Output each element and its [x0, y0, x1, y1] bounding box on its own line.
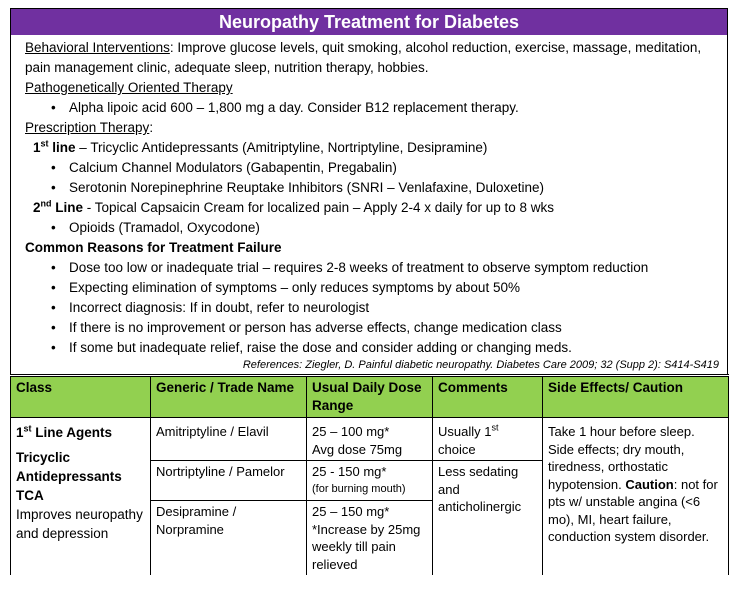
- failure-item: • Expecting elimination of symptoms – only reduces symptoms by about 50%: [25, 278, 721, 298]
- behavioral-interventions: [25, 38, 721, 78]
- header-side-effects: Side Effects/ Caution: [543, 376, 729, 418]
- failure-item: • If some but inadequate relief, raise the dose and consider adding or changing meds.: [25, 338, 721, 358]
- comment-text-end: choice: [438, 441, 476, 457]
- behavioral-label: Behavioral Interventions: [25, 40, 170, 55]
- class-cell: [11, 418, 151, 576]
- side-effects-text: Take 1 hour before sleep. Side effects; dry mouth, tiredness, orthostatic hypotension.: [548, 424, 695, 492]
- first-line-sup: st: [40, 138, 49, 149]
- dose-value: 25 – 100 mg*: [312, 424, 390, 439]
- second-line-word: Line: [51, 200, 84, 215]
- prescription-heading: [25, 118, 721, 138]
- generic-cell: Nortriptyline / Pamelor: [151, 461, 307, 501]
- first-line-label: [33, 140, 76, 155]
- pathogenetic-item: • Alpha lipoic acid 600 – 1,800 mg a day. Consider B12 replacement therapy.: [25, 98, 721, 118]
- failure-item: • Incorrect diagnosis: If in doubt, refer to neurologist: [25, 298, 721, 318]
- pathogenetic-label: Pathogenetically Oriented Therapy: [25, 80, 233, 95]
- first-line-num: 1: [33, 140, 41, 155]
- second-line-label: [33, 200, 83, 215]
- second-line-sup: nd: [40, 198, 52, 209]
- agents-label: [16, 424, 145, 442]
- agents-num: 1: [16, 425, 24, 440]
- table-header-row: [11, 376, 729, 418]
- comments-cell: Less sedating and anticholinergic: [433, 461, 543, 576]
- page-title: Neuropathy Treatment for Diabetes: [10, 8, 728, 35]
- class-description: Improves neuropathy and depression: [16, 506, 143, 541]
- header-usual-daily-dose: Usual Daily Dose Range: [307, 376, 433, 418]
- comments-cell: [433, 418, 543, 461]
- second-line-num: 2: [33, 200, 41, 215]
- second-line-item: • Opioids (Tramadol, Oxycodone): [25, 218, 721, 238]
- header-comments: Comments: [433, 376, 543, 418]
- dose-cell: [307, 418, 433, 461]
- treatment-guide: [10, 35, 728, 374]
- first-line-word: line: [48, 140, 76, 155]
- document-page: [10, 8, 728, 575]
- second-line-therapy: [25, 198, 721, 218]
- dose-cell: [307, 461, 433, 501]
- prescription-label: Prescription Therapy: [25, 120, 150, 135]
- caution-label: Caution: [625, 476, 674, 492]
- dose-cell: [307, 501, 433, 576]
- comment-text: Usually 1: [438, 424, 492, 439]
- failure-heading: Common Reasons for Treatment Failure: [25, 240, 282, 255]
- first-line-item: • Calcium Channel Modulators (Gabapentin, Pregabalin): [25, 158, 721, 178]
- medication-table: [10, 374, 729, 575]
- reference-citation: References: Ziegler, D. Painful diabetic neuropathy. Diabetes Care 2009; 32 (Supp 2): S414-S419: [242, 359, 719, 371]
- dose-value: 25 - 150 mg*: [312, 464, 387, 479]
- comment-sup: st: [491, 422, 499, 433]
- prescription-colon: :: [149, 120, 154, 135]
- header-generic-trade-name: Generic / Trade Name: [151, 376, 307, 418]
- failure-item: • Dose too low or inadequate trial – requires 2-8 weeks of treatment to observe symptom reduction: [25, 258, 721, 278]
- failure-item: • If there is no improvement or person has adverse effects, change medication class: [25, 318, 721, 338]
- class-name: Tricyclic Antidepressants TCA: [16, 449, 122, 503]
- side-effects-cell: [543, 418, 729, 576]
- behavioral-text: : Improve glucose levels, quit smoking, alcohol reduction, exercise, massage, meditation, pain management clinic, adequate sleep, nutrition therapy, hobbies.: [25, 40, 702, 75]
- dose-note: (for burning mouth): [312, 482, 406, 495]
- dose-note: Avg dose 75mg: [312, 441, 403, 457]
- dose-note: *Increase by 25mg weekly till pain relieved: [312, 521, 421, 572]
- second-line-text: - Topical Capsaicin Cream for localized pain – Apply 2-4 x daily for up to 8 wks: [83, 200, 555, 215]
- first-line-item: • Serotonin Norepinephrine Reuptake Inhibitors (SNRI – Venlafaxine, Duloxetine): [25, 178, 721, 198]
- first-line-therapy: [25, 138, 721, 158]
- first-line-text: – Tricyclic Antidepressants (Amitriptyline, Nortriptyline, Desipramine): [75, 140, 488, 155]
- generic-cell: Amitriptyline / Elavil: [151, 418, 307, 461]
- header-class: Class: [11, 376, 151, 418]
- generic-cell: Desipramine / Norpramine: [151, 501, 307, 576]
- caution-text: : not for pts w/ unstable angina (<6 mo), MI, heart failure, conduction system disorder.: [548, 476, 718, 544]
- agents-word: Line Agents: [31, 425, 113, 440]
- table-row: [11, 418, 729, 461]
- dose-value: 25 – 150 mg*: [312, 504, 390, 519]
- agents-sup: st: [23, 423, 32, 434]
